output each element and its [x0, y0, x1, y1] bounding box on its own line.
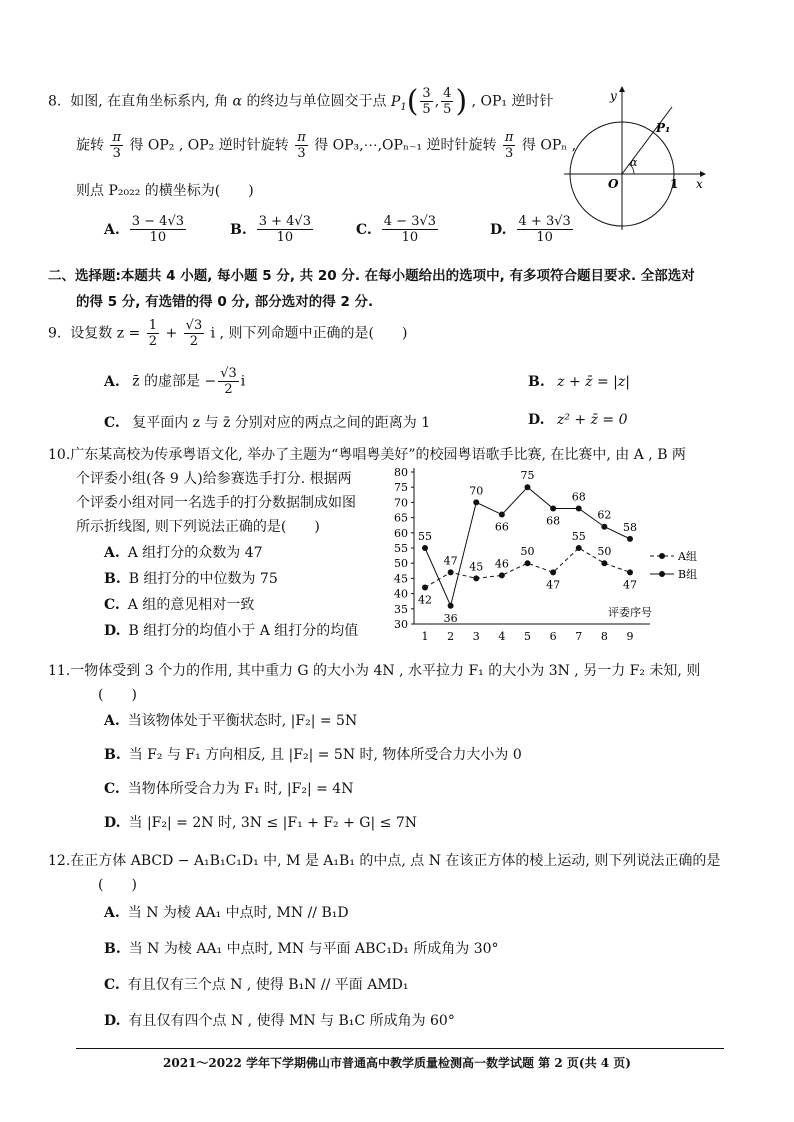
- footer-divider: [76, 1048, 724, 1049]
- q12-line2: ( ): [98, 877, 137, 893]
- q11-stem-line1: 一物体受到 3 个力的作用, 其中重力 G 的大小为 4N , 水平拉力 F₁ 的大小为 3N , 另一力 F₂ 未知, 则: [70, 663, 701, 679]
- q11-number: 11.: [48, 663, 71, 679]
- q8-unit-circle-figure: [560, 84, 720, 234]
- option-text: 当该物体处于平衡状态时, |F₂| = 5N: [127, 713, 358, 729]
- chart-data-label: 70: [469, 484, 484, 498]
- chart-data-label: 50: [520, 545, 535, 559]
- q12-option-c[interactable]: [104, 974, 409, 994]
- option-label: B.: [104, 571, 121, 587]
- page-footer: 2021～2022 学年下学期佛山市普通高中教学质量检测高一数学试题 第 2 页(共 4 页): [163, 1056, 631, 1070]
- legend-marker-a: [659, 553, 665, 559]
- option-text: 有且仅有四个点 N , 使得 MN 与 B₁C 所成角为 60°: [128, 1013, 455, 1029]
- q9-option-a[interactable]: [104, 366, 245, 397]
- q8-number: 8.: [48, 93, 62, 110]
- chart-x-tick-label: 3: [472, 630, 480, 643]
- chart-y-tick-label: 30: [394, 618, 408, 631]
- q12-stem-line1: 在正方体 ABCD − A₁B₁C₁D₁ 中, M 是 A₁B₁ 的中点, 点 N 在该正方体的棱上运动, 则下列说法正确的是: [70, 853, 721, 869]
- chart-data-label: 58: [623, 520, 637, 534]
- chart-data-label: 46: [494, 557, 509, 571]
- chart-data-label: 68: [571, 490, 586, 504]
- option-label: B.: [230, 221, 247, 238]
- option-label: C.: [356, 221, 372, 238]
- q11-line1: [48, 660, 700, 680]
- q8-alpha: α: [232, 93, 242, 110]
- chart-point-b: [422, 545, 428, 551]
- chart-y-tick-label: 75: [394, 481, 408, 495]
- q8-line2: [76, 130, 576, 161]
- chart-point-a: [499, 572, 505, 578]
- chart-y-tick-label: 70: [394, 496, 408, 510]
- option-text: 有且仅有三个点 N , 使得 B₁N // 平面 AMD₁: [127, 977, 409, 993]
- q11-option-d[interactable]: [104, 812, 417, 832]
- option-label: A.: [104, 373, 120, 390]
- q8-stem-part3: , OP₁ 逆时针: [471, 93, 554, 110]
- legend-label-b: B组: [678, 568, 698, 581]
- y-axis-arrow: [619, 86, 625, 92]
- chart-point-a: [576, 545, 582, 551]
- chart-y-tick-label: 80: [394, 466, 408, 479]
- option-text: 当 N 为棱 AA₁ 中点时, MN 与平面 ABC₁D₁ 所成角为 30°: [128, 941, 499, 957]
- q8-option-c[interactable]: [356, 214, 440, 245]
- chart-data-label: 36: [443, 611, 458, 625]
- chart-y-tick-label: 45: [394, 572, 408, 586]
- option-text: A 组的意见相对一致: [127, 597, 255, 613]
- option-text: 当 |F₂| = 2N 时, 3N ≤ |F₁ + F₂ + G| ≤ 7N: [128, 815, 417, 831]
- q10-stem-line1: 广东某高校为传承粤语文化, 举办了主题为“粤唱粤美好”的校园粤语歌手比赛, 在比赛中, 由 A , B 两: [70, 447, 686, 463]
- q12-option-a[interactable]: [104, 902, 349, 922]
- option-text: z̄ 的虚部是 −: [132, 373, 217, 390]
- q9-stem: [48, 318, 407, 349]
- chart-point-b: [473, 499, 479, 505]
- fig-p1-label: P₁: [656, 121, 671, 135]
- option-label: A.: [104, 905, 120, 921]
- option-text: z² + z̄ = 0: [556, 412, 628, 428]
- q8-line1: 8. 如图, 在直角坐标系内, 角 α 的终边与单位圆交于点 $P_1$( $\frac{3}{5}$ , $\frac{4}{5}$ ) , OP₁ 逆时针: [48, 84, 554, 119]
- chart-y-tick-label: 50: [394, 557, 408, 571]
- q8-option-b[interactable]: [230, 214, 315, 245]
- chart-data-label: 68: [546, 514, 561, 528]
- chart-data-label: 55: [418, 530, 432, 543]
- option-label: C.: [104, 415, 120, 431]
- option-label: B.: [104, 941, 121, 957]
- chart-point-a: [550, 569, 556, 575]
- section2-header-line2: 的得 5 分, 有选错的得 0 分, 部分选对的得 2 分.: [76, 294, 374, 310]
- q8-rotate-label: 旋转: [76, 137, 104, 154]
- option-label: B.: [528, 374, 545, 390]
- q12-option-d[interactable]: [104, 1010, 455, 1030]
- q10-option-b[interactable]: [104, 568, 278, 588]
- option-label: D.: [490, 221, 507, 238]
- chart-data-label: 66: [494, 520, 509, 534]
- q8-pi-over-3-b: $\frac{\pi}{3}$: [297, 130, 306, 161]
- chart-y-tick-label: 60: [394, 526, 408, 540]
- legend-label-a: A组: [678, 550, 697, 563]
- q9-stem-part2: i , 则下列命题中正确的是( ): [210, 325, 408, 342]
- chart-point-b: [499, 512, 505, 518]
- chart-y-tick-label: 35: [394, 602, 408, 616]
- option-fraction: $\frac{3 - 4√3}{10}$: [131, 214, 185, 245]
- chart-x-tick-label: 9: [626, 630, 634, 643]
- q10-option-c[interactable]: [104, 594, 254, 614]
- q10-option-a[interactable]: [104, 542, 263, 562]
- option-label: A.: [104, 221, 120, 238]
- q8-pi-over-3-a: $\frac{\pi}{3}$: [112, 130, 121, 161]
- q8-stem-part6: 得 OPₙ ,: [521, 137, 577, 154]
- q9-a-fraction: $\frac{√3}{2}$: [220, 366, 237, 397]
- option-fraction: $\frac{4 - 3√3}{10}$: [383, 214, 437, 245]
- fig-one-label: 1: [670, 177, 679, 191]
- chart-point-a: [448, 569, 454, 575]
- q8-stem-part4: 得 OP₂ , OP₂ 逆时针旋转: [129, 137, 289, 154]
- option-label: B.: [104, 747, 121, 763]
- chart-y-tick-label: 40: [394, 587, 408, 601]
- q8-stem-part1: 如图, 在直角坐标系内, 角: [70, 93, 229, 110]
- option-label: C.: [104, 781, 120, 797]
- chart-x-axis-label: 评委序号: [608, 606, 652, 619]
- chart-point-b: [525, 484, 531, 490]
- q10-option-d[interactable]: [104, 620, 358, 640]
- option-fraction: $\frac{3 + 4√3}{10}$: [258, 214, 311, 245]
- q11-option-a[interactable]: [104, 710, 357, 730]
- chart-data-label: 47: [443, 554, 458, 568]
- q8-stem-part5: 得 OP₃,⋯,OPₙ₋₁ 逆时针旋转: [314, 137, 497, 154]
- chart-point-a: [525, 560, 531, 566]
- chart-data-label: 55: [571, 530, 586, 543]
- chart-x-tick-label: 8: [600, 630, 608, 643]
- q12-number: 12.: [48, 853, 71, 869]
- option-label: D.: [104, 815, 121, 831]
- q9-number: 9.: [48, 325, 62, 342]
- option-text: B 组打分的均值小于 A 组打分的均值: [128, 623, 359, 639]
- q12-option-b[interactable]: [104, 938, 499, 958]
- q9-option-b[interactable]: [528, 374, 630, 390]
- fig-alpha-label: α: [630, 156, 638, 169]
- chart-point-b: [448, 603, 454, 609]
- q9-option-c[interactable]: [104, 412, 430, 432]
- fig-origin-label: O: [608, 177, 619, 191]
- q10-line3: 个评委小组对同一名选手的打分数据制成如图: [76, 495, 356, 511]
- chart-data-label: 50: [597, 545, 612, 559]
- q10-line1: [48, 444, 686, 464]
- chart-x-tick-label: 7: [575, 630, 583, 643]
- option-label: D.: [104, 623, 121, 639]
- chart-x-tick-label: 6: [549, 630, 557, 643]
- q8-point-p1: $P_1$: [390, 93, 407, 113]
- chart-point-a: [473, 575, 479, 581]
- chart-data-label: 47: [623, 578, 637, 592]
- q9-one-half: $\frac{1}{2}$: [148, 318, 158, 349]
- q12-line1: [48, 850, 720, 870]
- q8-pi-over-3-c: $\frac{\pi}{3}$: [504, 130, 514, 161]
- option-label: C.: [104, 977, 120, 993]
- legend-marker-b: [659, 571, 665, 577]
- fig-x-label: x: [696, 177, 703, 191]
- chart-point-b: [576, 505, 582, 511]
- q8-coord-x: $\frac{3}{5}$: [422, 86, 431, 117]
- q10-line-chart: [378, 462, 708, 648]
- q10-line4: 所示折线图, 则下列说法正确的是( ): [76, 519, 320, 535]
- chart-data-label: 75: [520, 469, 535, 483]
- option-label: A.: [104, 713, 120, 729]
- chart-y-tick-label: 65: [394, 511, 408, 525]
- chart-x-tick-label: 4: [498, 630, 506, 643]
- option-text: A 组打分的众数为 47: [127, 545, 263, 561]
- q9-stem-part1: 设复数 z =: [70, 325, 141, 342]
- q10-line2: 个评委小组(各 9 人)给参赛选手打分. 根据两: [76, 471, 352, 487]
- chart-y-tick-label: 55: [394, 542, 408, 555]
- q9-a-i: i: [240, 373, 246, 390]
- chart-point-a: [627, 569, 633, 575]
- fig-y-label: y: [610, 89, 617, 103]
- chart-data-label: 47: [546, 578, 561, 592]
- chart-point-a: [601, 560, 607, 566]
- chart-point-b: [550, 505, 556, 511]
- chart-data-label: 42: [418, 593, 432, 607]
- q9-option-d[interactable]: [528, 412, 628, 428]
- option-label: D.: [528, 412, 545, 428]
- q8-option-a[interactable]: [104, 214, 188, 245]
- option-fraction: $\frac{4 + 3√3}{10}$: [518, 214, 571, 245]
- option-text: B 组打分的中位数为 75: [128, 571, 278, 587]
- q10-number: 10.: [48, 447, 71, 463]
- q9-plus: +: [165, 325, 178, 342]
- option-text: 当 F₂ 与 F₁ 方向相反, 且 |F₂| = 5N 时, 物体所受合力大小为 0: [128, 747, 522, 763]
- option-text: 当 N 为棱 AA₁ 中点时, MN // B₁D: [127, 905, 349, 921]
- q8-stem-part2: 的终边与单位圆交于点: [246, 93, 387, 110]
- option-text: z + z̄ = |z|: [557, 374, 630, 390]
- option-label: C.: [104, 597, 120, 613]
- option-text: 当物体所受合力为 F₁ 时, |F₂| = 4N: [127, 781, 354, 797]
- option-text: 复平面内 z 与 z̄ 分别对应的两点之间的距离为 1: [132, 415, 431, 431]
- chart-point-b: [601, 524, 607, 530]
- chart-point-a: [422, 585, 428, 591]
- q9-root3-half: $\frac{√3}{2}$: [185, 318, 203, 349]
- option-label: D.: [104, 1013, 121, 1029]
- q11-line2: ( ): [98, 687, 137, 703]
- chart-point-b: [627, 536, 633, 542]
- q8-line3: 则点 P₂₀₂₂ 的横坐标为( ): [76, 183, 254, 199]
- chart-x-tick-label: 1: [421, 630, 429, 643]
- chart-data-label: 45: [469, 560, 484, 574]
- option-label: A.: [104, 545, 120, 561]
- section2-header-line1: 二、选择题:本题共 4 小题, 每小题 5 分, 共 20 分. 在每小题给出的选项中, 有多项符合题目要求. 全部选对: [48, 268, 695, 284]
- chart-x-tick-label: 5: [524, 630, 531, 643]
- q8-coord-y: $\frac{4}{5}$: [443, 86, 452, 117]
- chart-x-tick-label: 2: [447, 630, 455, 643]
- q11-option-b[interactable]: [104, 744, 522, 764]
- chart-data-label: 62: [597, 508, 612, 522]
- q11-option-c[interactable]: [104, 778, 353, 798]
